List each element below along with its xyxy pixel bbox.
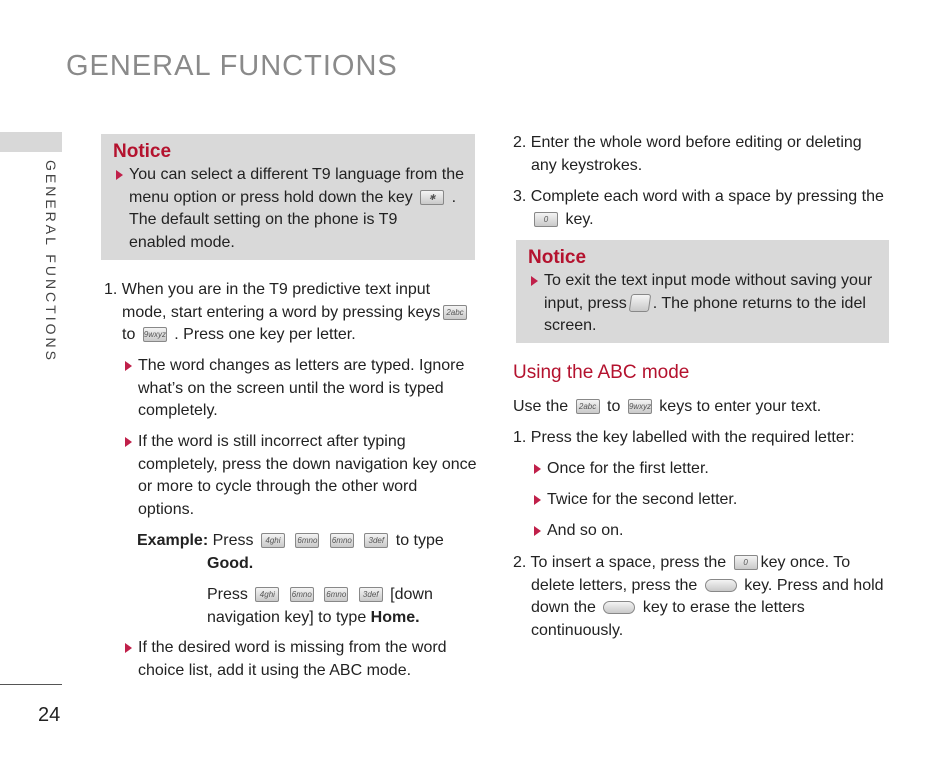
- star-key-icon: ✱: [420, 190, 444, 205]
- abc-bullet3: And so on.: [531, 520, 907, 543]
- key-4-icon: 4ghi: [261, 533, 285, 548]
- key-0-icon: 0: [534, 212, 558, 227]
- key-9-icon: 9wxyz: [628, 399, 652, 414]
- left-notice-item: [113, 164, 475, 254]
- end-key-icon: [628, 294, 651, 312]
- left-step1-line2: mode, start entering a word by pressing keys: [122, 303, 441, 321]
- left-notice-line4: enabled mode.: [129, 233, 235, 251]
- left-bullet2: If the word is still incorrect after typing completely, press the down navigation key once or more to cycle through the other word options.: [122, 431, 498, 521]
- right-step2: 2. Enter the whole word before editing or deleting any keystrokes.: [513, 134, 862, 174]
- left-notice-box: [101, 134, 475, 260]
- abc-bullet1: Once for the first letter.: [531, 458, 907, 481]
- bullet-triangle-icon: [531, 276, 538, 286]
- key-9-icon: 9wxyz: [143, 327, 167, 342]
- bullet-triangle-icon: [125, 361, 132, 371]
- key-4-icon: 4ghi: [255, 587, 279, 602]
- abc-section-title: Using the ABC mode: [513, 362, 690, 383]
- key-3-icon: 3def: [359, 587, 383, 602]
- key-6-icon: 6mno: [290, 587, 314, 602]
- example-word-home: Home.: [370, 608, 420, 626]
- key-6-icon: 6mno: [330, 533, 354, 548]
- right-notice-box: [516, 240, 889, 343]
- left-notice-line3: The default setting on the phone is T9: [129, 211, 398, 228]
- page-title: GENERAL FUNCTIONS: [66, 50, 398, 82]
- left-bullet1: The word changes as letters are typed. Ignore what’s on the screen until the word is typed completely.: [122, 355, 498, 423]
- left-notice-line1: You can select a different T9 language from the: [129, 166, 465, 183]
- side-section-label: GENERAL FUNCTIONS: [43, 160, 59, 363]
- key-2-icon: 2abc: [576, 399, 600, 414]
- bullet-triangle-icon: [116, 170, 123, 180]
- right-notice-item: To exit the text input mode without saving your input, press . The phone returns to the idel screen.: [528, 270, 889, 338]
- example-block: Example: Press 4ghi 6mno 6mno 3def to type Good. Press 4ghi 6mno 6mno 3def [down navigation key] to type Home.: [137, 532, 444, 626]
- example-label: Example:: [137, 532, 209, 549]
- key-6-icon: 6mno: [295, 533, 319, 548]
- bullet-triangle-icon: [125, 437, 132, 447]
- right-notice-heading: Notice: [528, 247, 587, 268]
- key-6-icon: 6mno: [324, 587, 348, 602]
- bullet-triangle-icon: [125, 643, 132, 653]
- footer-rule: [0, 684, 62, 685]
- abc-use-line: Use the 2abc to 9wxyz keys to enter your text.: [513, 398, 822, 415]
- abc-bullet2: Twice for the second letter.: [531, 489, 907, 512]
- left-notice-heading: Notice: [113, 141, 172, 162]
- key-0-icon: 0: [734, 555, 758, 570]
- bullet-triangle-icon: [534, 495, 541, 505]
- left-step1: [104, 279, 484, 347]
- abc-step2: 2. To insert a space, press the 0 key once. To delete letters, press the key. Press and hold down the key to erase the letters continuously.: [513, 554, 884, 639]
- abc-step1: 1. Press the key labelled with the required letter:: [513, 429, 855, 446]
- page-number: 24: [38, 704, 61, 726]
- left-notice-line2: menu option or press hold down the key ✱ .: [129, 188, 457, 206]
- example-word-good: Good.: [207, 554, 254, 572]
- key-2-icon: 2abc: [443, 305, 467, 320]
- left-step1-line1: 1. When you are in the T9 predictive text input: [104, 281, 431, 298]
- key-3-icon: 3def: [364, 533, 388, 548]
- bullet-triangle-icon: [534, 526, 541, 536]
- left-step1-line3: to 9wxyz . Press one key per letter.: [122, 326, 356, 343]
- left-bullet3: If the desired word is missing from the word choice list, add it using the ABC mode.: [122, 637, 498, 682]
- bullet-triangle-icon: [534, 464, 541, 474]
- clear-key-icon: [705, 579, 737, 592]
- side-tab-marker: [0, 132, 62, 152]
- right-step3: 3. Complete each word with a space by pressing the 0 key.: [513, 188, 884, 228]
- clear-key-icon: [603, 601, 635, 614]
